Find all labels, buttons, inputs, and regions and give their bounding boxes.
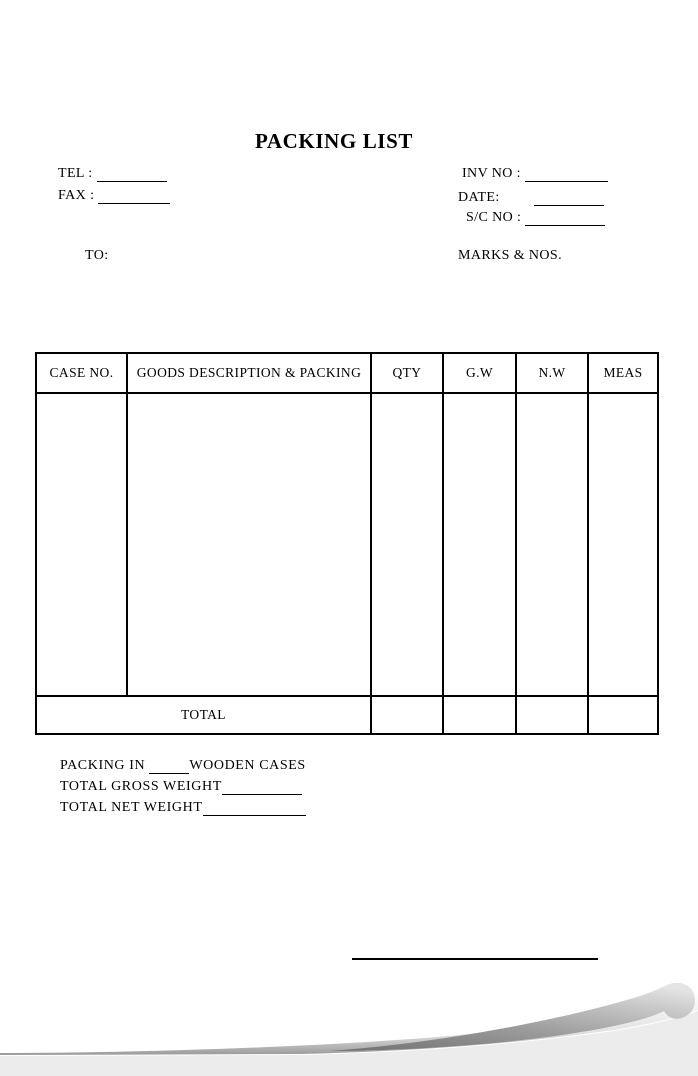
packing-in-line xyxy=(60,757,306,774)
packing-table xyxy=(35,352,659,735)
table-header-row xyxy=(36,353,658,393)
marks-and-nos-label: MARKS & NOS. xyxy=(458,248,562,263)
gross-weight-line xyxy=(60,778,302,795)
total-qty-cell xyxy=(371,696,443,734)
sc-no-blank xyxy=(525,210,605,226)
gross-weight-label: TOTAL GROSS WEIGHT xyxy=(60,779,222,794)
gross-weight-blank xyxy=(222,779,302,795)
net-weight-blank xyxy=(203,800,306,816)
tel-field xyxy=(58,165,167,182)
table-body-row xyxy=(36,393,658,696)
column-header-gw: G.W xyxy=(443,353,516,393)
date-label: DATE: xyxy=(458,190,500,205)
fax-label: FAX : xyxy=(58,188,95,203)
total-row xyxy=(36,696,658,734)
sc-no-field xyxy=(466,209,605,226)
inv-no-blank xyxy=(525,166,608,182)
page-title: PACKING LIST xyxy=(255,129,413,153)
fax-field xyxy=(58,187,170,204)
net-weight-line xyxy=(60,799,306,816)
fax-blank xyxy=(98,188,170,204)
total-gw-cell xyxy=(443,696,516,734)
page-curl-icon xyxy=(0,980,698,1076)
to-label: TO: xyxy=(85,248,109,263)
signature-line xyxy=(352,958,598,960)
total-meas-cell xyxy=(588,696,658,734)
column-header-case-no: CASE NO. xyxy=(36,353,127,393)
tel-label: TEL : xyxy=(58,166,93,181)
inv-no-field xyxy=(462,165,608,182)
wooden-cases-label: WOODEN CASES xyxy=(189,758,306,773)
packing-in-label: PACKING IN xyxy=(60,758,150,773)
date-field xyxy=(458,189,604,206)
table-cell xyxy=(516,393,588,696)
column-header-meas: MEAS xyxy=(588,353,658,393)
table-cell xyxy=(36,393,127,696)
column-header-goods-description: GOODS DESCRIPTION & PACKING xyxy=(127,353,371,393)
table-cell xyxy=(127,393,371,696)
column-header-qty: QTY xyxy=(371,353,443,393)
column-header-nw: N.W xyxy=(516,353,588,393)
total-nw-cell xyxy=(516,696,588,734)
sc-no-label: S/C NO : xyxy=(466,210,522,225)
total-label-cell: TOTAL xyxy=(36,696,371,734)
table-cell xyxy=(588,393,658,696)
inv-no-label: INV NO : xyxy=(462,166,521,181)
date-blank xyxy=(534,190,604,206)
table-cell xyxy=(443,393,516,696)
table-cell xyxy=(371,393,443,696)
tel-blank xyxy=(97,166,167,182)
net-weight-label: TOTAL NET WEIGHT xyxy=(60,800,203,815)
packing-in-blank xyxy=(149,758,189,774)
page-curl-graphic xyxy=(0,980,698,1076)
